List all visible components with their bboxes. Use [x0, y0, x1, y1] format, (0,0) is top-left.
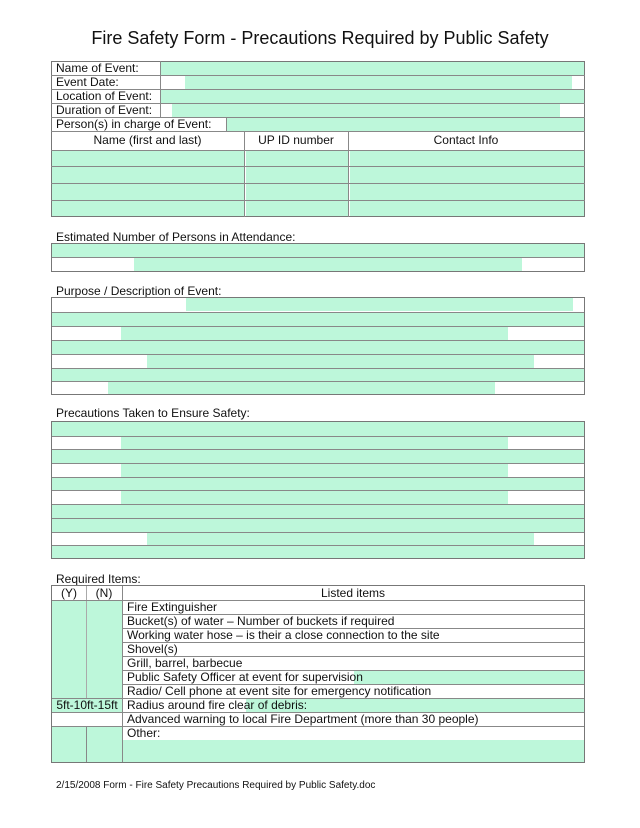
header-up-id: UP ID number — [258, 133, 334, 147]
item-other: Other: — [127, 726, 161, 740]
header-name: Name (first and last) — [93, 133, 202, 147]
precautions-line[interactable] — [121, 436, 508, 450]
attendance-box — [51, 243, 585, 272]
person-contact-field[interactable] — [350, 151, 584, 166]
purpose-line[interactable] — [52, 312, 584, 326]
event-date-field[interactable] — [185, 76, 572, 89]
supervision-field[interactable] — [354, 671, 584, 684]
person-contact-field[interactable] — [350, 167, 584, 183]
person-name-field[interactable] — [52, 201, 244, 216]
name-of-event-label: Name of Event: — [56, 61, 139, 75]
person-name-field[interactable] — [52, 167, 244, 183]
footer: 2/15/2008 Form - Fire Safety Precautions Required by Public Safety.doc — [56, 780, 376, 791]
purpose-line[interactable] — [52, 340, 584, 354]
item-radius: Radius around fire clear of debris: — [127, 698, 308, 712]
location-label: Location of Event: — [56, 89, 153, 103]
precautions-line[interactable] — [147, 532, 534, 546]
header-no: (N) — [95, 586, 113, 600]
page-title: Fire Safety Form - Precautions Required by Public Safety — [91, 28, 549, 48]
attendance-field[interactable] — [134, 258, 522, 271]
purpose-label: Purpose / Description of Event: — [56, 284, 222, 298]
required-items-label: Required Items: — [56, 572, 141, 586]
item-grill: Grill, barrel, barbecue — [127, 656, 243, 670]
person-name-field[interactable] — [52, 184, 244, 200]
person-contact-field[interactable] — [350, 184, 584, 200]
precautions-line[interactable] — [121, 490, 508, 504]
header-yes: (Y) — [61, 586, 77, 600]
precautions-line[interactable] — [121, 463, 508, 477]
precautions-box — [51, 421, 585, 559]
item-water-hose: Working water hose – is their a close connection to the site — [127, 628, 440, 642]
event-date-label: Event Date: — [56, 75, 119, 89]
item-radio: Radio/ Cell phone at event site for emergency notification — [127, 684, 432, 698]
precautions-line[interactable] — [52, 422, 584, 436]
purpose-box — [51, 297, 585, 395]
item-buckets: Bucket(s) of water – Number of buckets if required — [127, 614, 395, 628]
attendance-field[interactable] — [52, 244, 584, 257]
name-of-event-field[interactable] — [161, 62, 584, 75]
precautions-line[interactable] — [52, 545, 584, 558]
person-id-field[interactable] — [246, 151, 348, 166]
person-id-field[interactable] — [246, 167, 348, 183]
purpose-line[interactable] — [186, 298, 573, 311]
purpose-line[interactable] — [108, 381, 495, 394]
other-field[interactable] — [123, 740, 584, 762]
yes-no-checkbox-area[interactable] — [52, 726, 122, 762]
header-listed-items: Listed items — [320, 586, 386, 600]
precautions-line[interactable] — [52, 518, 584, 532]
item-advanced-warning: Advanced warning to local Fire Department (more than 30 people) — [127, 712, 479, 726]
person-name-field[interactable] — [52, 151, 244, 166]
persons-in-charge-field[interactable] — [227, 118, 584, 131]
precautions-line[interactable] — [52, 477, 584, 491]
yes-no-checkbox-area[interactable] — [52, 600, 122, 712]
attendance-label: Estimated Number of Persons in Attendance: — [56, 230, 296, 244]
item-fire-extinguisher: Fire Extinguisher — [127, 600, 218, 614]
precautions-line[interactable] — [52, 504, 584, 518]
required-items-table — [51, 585, 585, 763]
purpose-line[interactable] — [121, 326, 508, 340]
precautions-line[interactable] — [52, 449, 584, 463]
precautions-label: Precautions Taken to Ensure Safety: — [56, 406, 250, 420]
persons-in-charge-label: Person(s) in charge of Event: — [56, 117, 212, 131]
location-field[interactable] — [161, 90, 584, 103]
duration-field[interactable] — [172, 104, 560, 117]
item-shovels: Shovel(s) — [127, 642, 178, 656]
item-safety-officer: Public Safety Officer at event for supervision — [127, 670, 363, 684]
person-id-field[interactable] — [246, 184, 348, 200]
person-id-field[interactable] — [246, 201, 348, 216]
purpose-line[interactable] — [52, 368, 584, 381]
radius-options[interactable]: 5ft-10ft-15ft — [56, 698, 118, 712]
duration-label: Duration of Event: — [56, 103, 153, 117]
person-contact-field[interactable] — [350, 201, 584, 216]
purpose-line[interactable] — [147, 354, 534, 368]
header-contact: Contact Info — [433, 133, 499, 147]
